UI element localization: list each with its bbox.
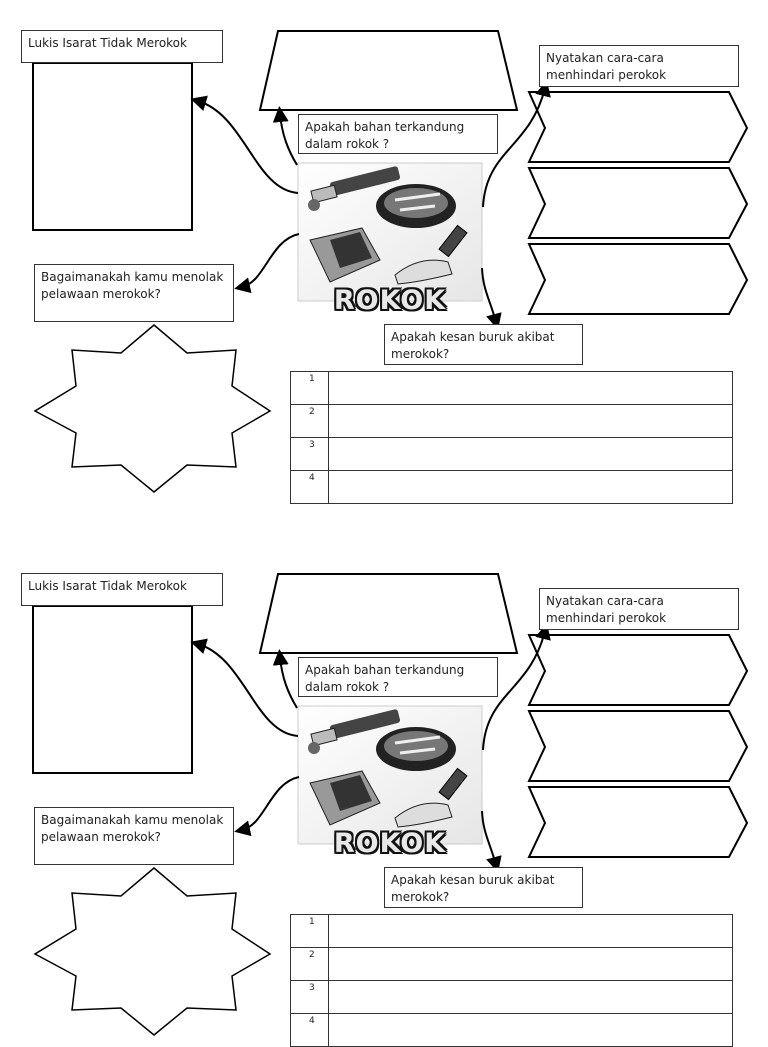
arrow-to-square <box>198 101 298 193</box>
answer-cell[interactable] <box>329 372 733 405</box>
table-row <box>291 471 733 504</box>
answer-cell[interactable] <box>329 405 733 438</box>
chevron-2 <box>529 168 747 238</box>
row-number: 4 <box>291 471 329 504</box>
answer-table <box>290 914 733 1047</box>
answer-cell[interactable] <box>329 948 733 981</box>
chevron-1 <box>529 635 747 705</box>
table-row <box>291 981 733 1014</box>
trapezoid-shape <box>260 574 517 653</box>
answer-cell[interactable] <box>329 438 733 471</box>
arrow-to-kesan <box>482 811 496 865</box>
row-number: 1 <box>291 372 329 405</box>
chevron-2 <box>529 711 747 781</box>
answer-cell[interactable] <box>329 915 733 948</box>
avoid-smoking-label: Nyatakan cara-cara menhindari perokok <box>539 45 739 87</box>
row-number: 3 <box>291 981 329 1014</box>
arrow-to-bagaimana <box>242 234 299 287</box>
row-number: 4 <box>291 1014 329 1047</box>
answer-cell[interactable] <box>329 471 733 504</box>
table-row <box>291 1014 733 1047</box>
star-shape <box>35 868 270 1035</box>
answer-cell[interactable] <box>329 1014 733 1047</box>
worksheet-2 <box>0 543 768 1043</box>
answer-table <box>290 371 733 504</box>
draw-no-smoking-label: Lukis Isarat Tidak Merokok <box>21 30 223 63</box>
bad-effects-label: Apakah kesan buruk akibat merokok? <box>384 867 583 908</box>
trapezoid-shape <box>260 31 517 110</box>
chevron-3 <box>529 787 747 857</box>
row-number: 1 <box>291 915 329 948</box>
chevron-1 <box>529 92 747 162</box>
avoid-smoking-label: Nyatakan cara-cara menhindari perokok <box>539 588 739 630</box>
rokok-title: ROKOK <box>333 828 447 859</box>
answer-cell[interactable] <box>329 981 733 1014</box>
draw-no-smoking-label: Lukis Isarat Tidak Merokok <box>21 573 223 606</box>
table-row <box>291 372 733 405</box>
ingredients-label: Apakah bahan terkandung dalam rokok ? <box>298 657 498 697</box>
chevron-3 <box>529 244 747 314</box>
table-row <box>291 405 733 438</box>
draw-square <box>33 606 192 773</box>
table-row <box>291 948 733 981</box>
arrow-to-square <box>198 644 298 736</box>
arrow-to-trapezoid <box>280 657 297 708</box>
table-row <box>291 915 733 948</box>
ingredients-label: Apakah bahan terkandung dalam rokok ? <box>298 114 498 154</box>
worksheet-1 <box>0 0 768 500</box>
row-number: 2 <box>291 405 329 438</box>
ashtray-icon <box>376 184 456 228</box>
table-row <box>291 438 733 471</box>
row-number: 3 <box>291 438 329 471</box>
arrow-to-kesan <box>482 268 496 322</box>
bad-effects-label: Apakah kesan buruk akibat merokok? <box>384 324 583 365</box>
refuse-offer-label: Bagaimanakah kamu menolak pelawaan merokok? <box>34 264 234 322</box>
ashtray-icon <box>376 727 456 771</box>
rokok-image <box>298 163 482 301</box>
arrow-to-trapezoid <box>280 114 297 165</box>
rokok-image <box>298 706 482 844</box>
row-number: 2 <box>291 948 329 981</box>
draw-square <box>33 63 192 230</box>
star-shape <box>35 325 270 492</box>
arrow-to-bagaimana <box>242 777 299 830</box>
refuse-offer-label: Bagaimanakah kamu menolak pelawaan merokok? <box>34 807 234 865</box>
rokok-title: ROKOK <box>333 285 447 316</box>
